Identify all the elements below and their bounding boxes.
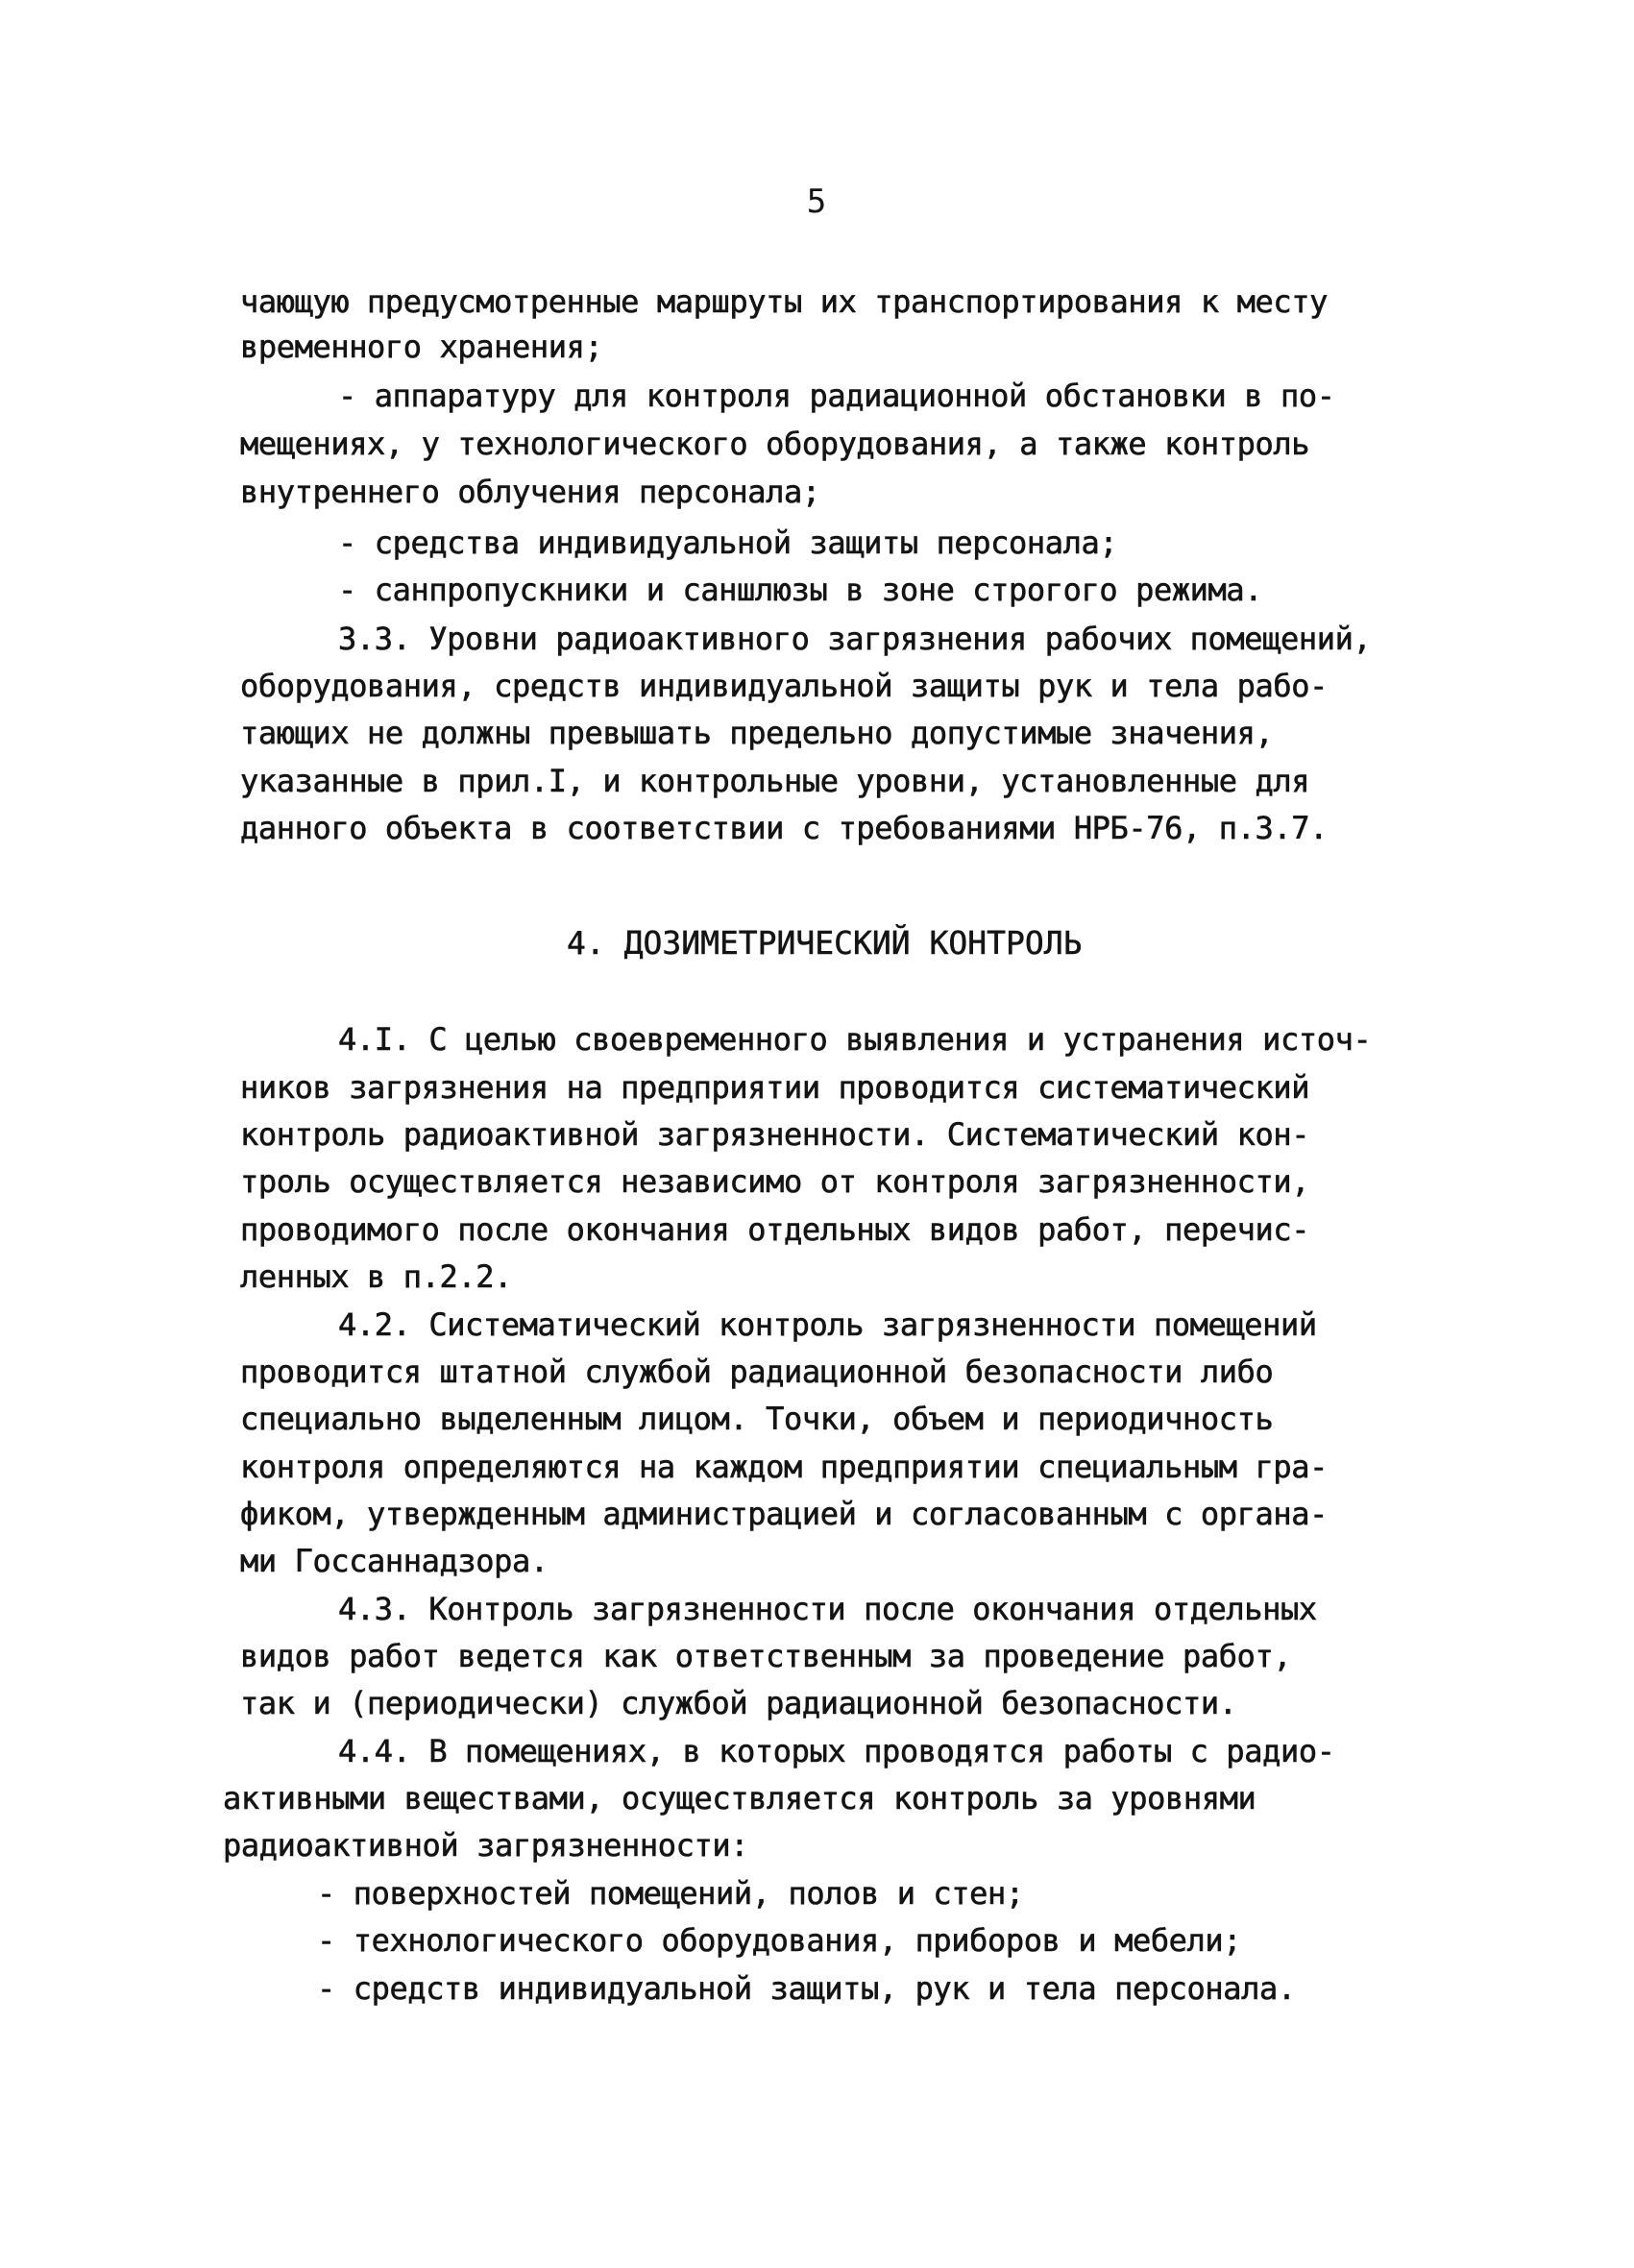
paragraph-4-1: 4.I. С целью своевременного выявления и устранения источ-	[338, 1021, 1372, 1058]
text-line: ников загрязнения на предприятии проводится систематический	[240, 1069, 1310, 1106]
text-line: так и (периодически) службой радиационной безопасности.	[240, 1685, 1237, 1721]
text-line: - средства индивидуальной защиты персонала;	[338, 524, 1118, 561]
text-line: контроля определяются на каждом предприятии специальным гра-	[240, 1449, 1328, 1485]
text-line: радиоактивной загрязненности:	[223, 1827, 749, 1864]
text-line: чающую предусмотренные маршруты их транспортирования к месту	[240, 283, 1328, 320]
paragraph-4-4: 4.4. В помещениях, в которых проводятся работы с радио-	[338, 1733, 1335, 1769]
text-line: данного объекта в соответствии с требованиями НРБ-76, п.3.7.	[240, 810, 1328, 846]
text-line: тающих не должны превышать предельно допустимые значения,	[240, 715, 1274, 751]
text-line: активными веществами, осуществляется контроль за уровнями	[223, 1780, 1256, 1817]
text-line: проводится штатной службой радиационной безопасности либо	[240, 1353, 1274, 1390]
text-line: внутреннего облучения персонала;	[240, 474, 820, 510]
page-number: 5	[806, 183, 827, 221]
text-line: видов работ ведется как ответственным за проведение работ,	[240, 1638, 1292, 1674]
text-line: оборудования, средств индивидуальной защиты рук и тела рабо-	[240, 668, 1328, 704]
list-item: - средств индивидуальной защиты, рук и тела персонала.	[317, 1970, 1296, 2007]
paragraph-4-2: 4.2. Систематический контроль загрязненности помещений	[338, 1306, 1317, 1343]
list-item: - технологического оборудования, приборов и мебели;	[317, 1922, 1242, 1959]
text-line: специально выделенным лицом. Точки, объем и периодичность	[240, 1401, 1274, 1437]
list-item: - поверхностей помещений, полов и стен;	[317, 1875, 1024, 1912]
text-line: троль осуществляется независимо от контроля загрязненности,	[240, 1163, 1310, 1200]
section-heading: 4. ДОЗИМЕТРИЧЕСКИЙ КОНТРОЛЬ	[567, 924, 1083, 962]
text-line: указанные в прил.I, и контрольные уровни, установленные для	[240, 763, 1310, 799]
text-line: мещениях, у технологического оборудования, а также контроль	[240, 426, 1310, 462]
text-line: ленных в п.2.2.	[240, 1258, 512, 1295]
paragraph-4-3: 4.3. Контроль загрязненности после окончания отдельных	[338, 1591, 1317, 1627]
text-line: фиком, утвержденным администрацией и согласованным с органа-	[240, 1496, 1328, 1532]
text-line: - аппаратуру для контроля радиационной обстановки в по-	[338, 378, 1335, 414]
text-line: временного хранения;	[240, 329, 603, 365]
paragraph-3-3: 3.3. Уровни радиоактивного загрязнения рабочих помещений,	[338, 621, 1372, 657]
text-line: проводимого после окончания отдельных видов работ, перечис-	[240, 1211, 1310, 1248]
text-line: ми Госсаннадзора.	[240, 1543, 549, 1579]
text-line: контроль радиоактивной загрязненности. Систематический кон-	[240, 1116, 1310, 1153]
text-line: - санпропускники и саншлюзы в зоне строгого режима.	[338, 572, 1263, 608]
